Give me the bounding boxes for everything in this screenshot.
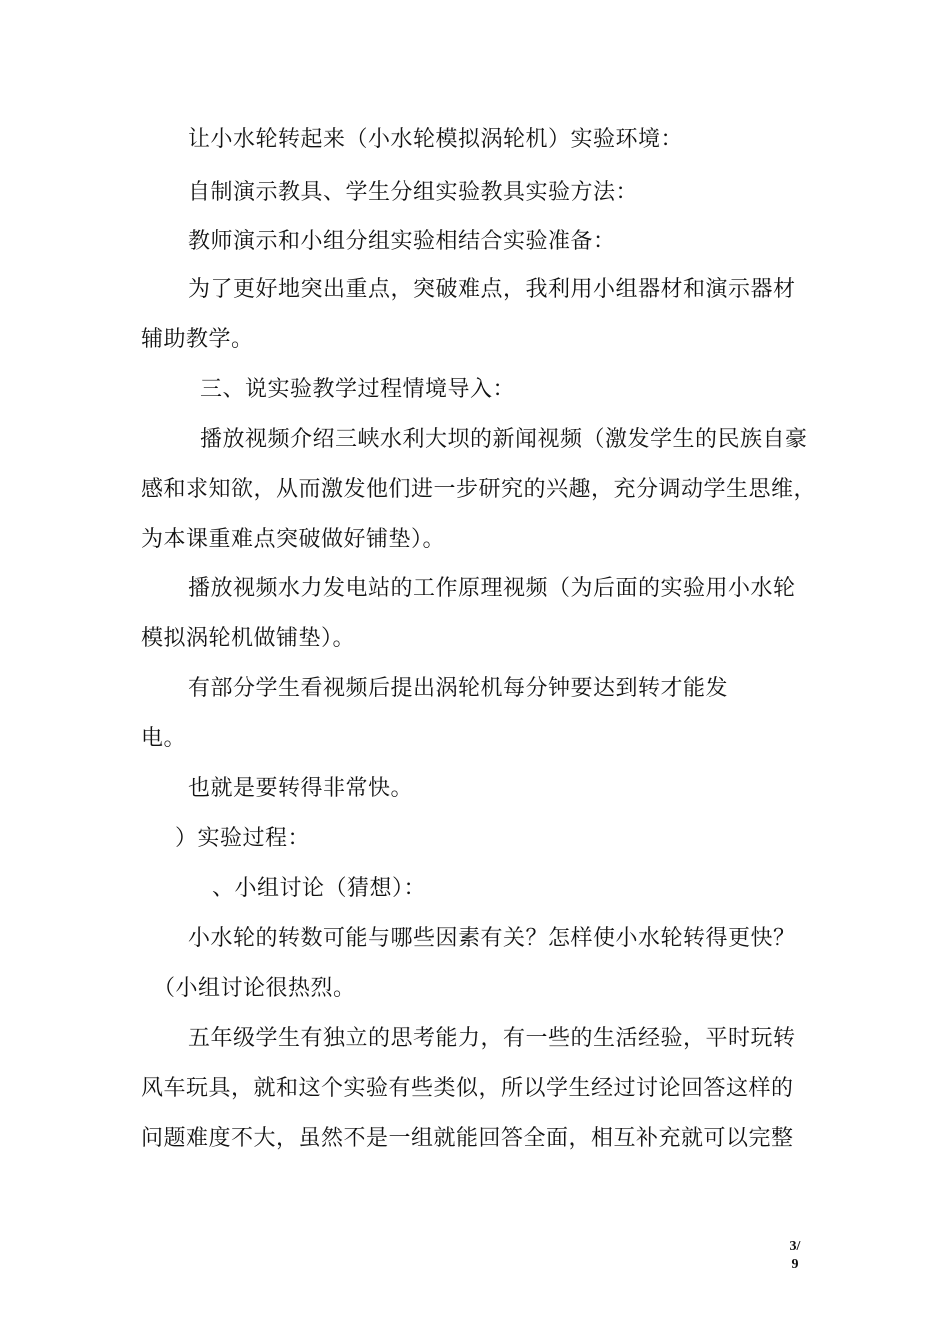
section-heading: 三、说实验教学过程情境导入：: [200, 377, 516, 402]
text-line: 为了更好地突出重点，突破难点，我利用小组器材和演示器材: [188, 277, 796, 302]
text-line: 小水轮的转数可能与哪些因素有关？怎样使小水轮转得更快？: [188, 926, 796, 951]
text-line: 风车玩具，就和这个实验有些类似，所以学生经过讨论回答这样的: [141, 1076, 794, 1101]
text-line: 问题难度不大，虽然不是一组就能回答全面，相互补充就可以完整: [141, 1126, 794, 1151]
text-line: 模拟涡轮机做铺垫）。: [141, 626, 356, 651]
text-line: 也就是要转得非常快。: [188, 776, 414, 801]
text-line: 播放视频水力发电站的工作原理视频（为后面的实验用小水轮: [188, 576, 796, 601]
text-line: 为本课重难点突破做好铺垫）。: [141, 527, 446, 552]
section-heading: ）实验过程：: [175, 826, 311, 851]
text-line: 感和求知欲，从而激发他们进一步研究的兴趣，充分调动学生思维，: [141, 477, 817, 502]
text-line: 有部分学生看视频后提出涡轮机每分钟要达到转才能发: [188, 676, 729, 701]
text-line: 教师演示和小组分组实验相结合实验准备：: [188, 229, 616, 254]
page-number-total: 9: [791, 1257, 799, 1272]
text-line: 辅助教学。: [141, 327, 254, 352]
page-number-current: 3/: [789, 1239, 801, 1254]
text-line: 电。: [141, 726, 187, 751]
text-line: 播放视频介绍三峡水利大坝的新闻视频（激发学生的民族自豪: [200, 427, 808, 452]
text-line: 让小水轮转起来（小水轮模拟涡轮机）实验环境：: [188, 127, 684, 152]
page-number: [780, 1238, 810, 1274]
text-line: （小组讨论很热烈。: [153, 976, 356, 1001]
text-line: 五年级学生有独立的思考能力，有一些的生活经验，平时玩转: [188, 1026, 796, 1051]
section-heading: 、小组讨论（猜想）：: [212, 876, 427, 901]
text-line: 自制演示教具、学生分组实验教具实验方法：: [188, 180, 639, 205]
